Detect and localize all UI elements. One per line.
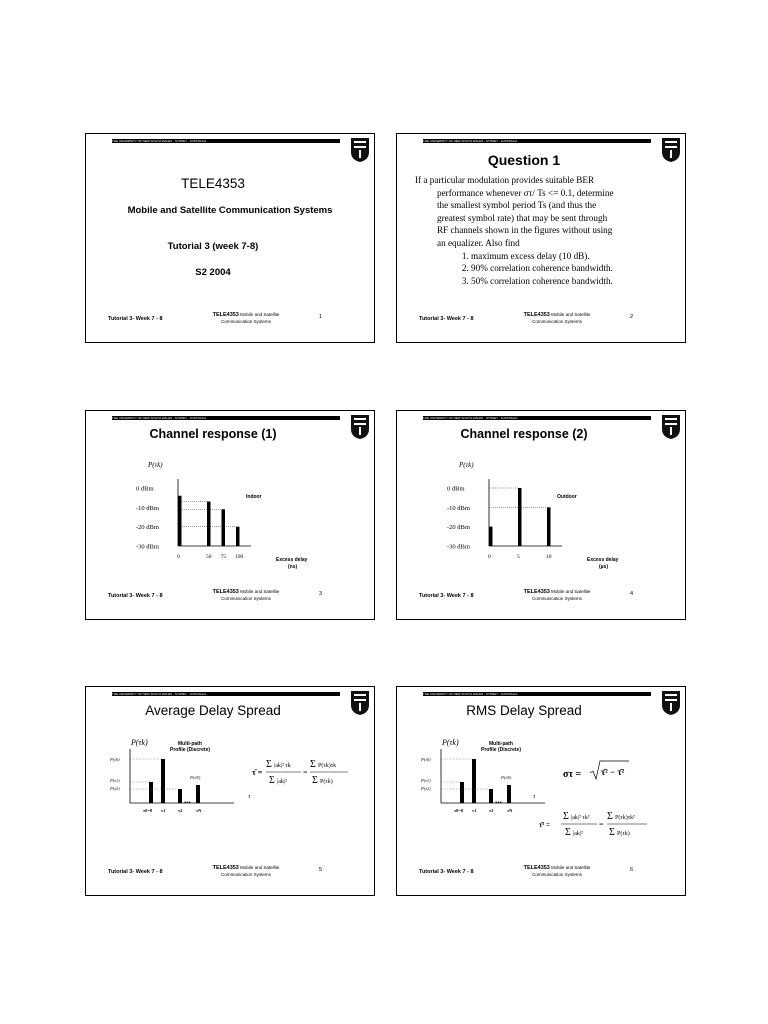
x-axis-unit: (ns): [288, 564, 298, 570]
slide-number: 4: [629, 591, 633, 597]
slide-5: [85, 686, 375, 896]
y-tick-label: -30 dBm: [447, 543, 470, 551]
x-tick: τ1: [161, 808, 166, 813]
path-bar: [472, 759, 476, 803]
bar: [518, 488, 522, 546]
sigma-rhs: τ̄² − τ̄²: [601, 767, 625, 777]
y-tick-label: 0 dBm: [136, 485, 154, 493]
power-label: P(τ1): [110, 778, 120, 783]
formula-sum: Σ: [312, 775, 318, 786]
power-label: P(τ2): [421, 786, 431, 791]
x-tick-label: 75: [220, 554, 226, 560]
y-tick-label: 0 dBm: [447, 485, 465, 493]
university-banner: THE UNIVERSITY OF NEW SOUTH WALES · SYDNEY · AUSTRALIA: [112, 416, 340, 420]
question-text: If a particular modulation provides suitable BER performance whenever στ/ Ts <= 0.1, determine the smallest symbol period Ts (and thus the greatest symbol rate) that may be sent through RF channels shown in the figures without using an equalizer. Also find 1. maximum excess delay (10 dB). 2. 90% correlation coherence bandwidth. 3. 50% correlation coherence bandwidth.: [415, 174, 651, 287]
unsw-crest-icon: [661, 690, 681, 716]
bar: [236, 527, 240, 546]
slide-title: Channel response (1): [149, 427, 277, 441]
footer-center: TELE4353 Mobile and Satellite Communication Systems: [523, 865, 591, 877]
formula-numerator: P(τk)τk²: [615, 815, 635, 821]
path-bar: [196, 785, 200, 803]
channel-response-1-chart: [86, 451, 375, 601]
slide-number: 3: [318, 591, 322, 597]
footer-center: TELE4353 Mobile and Satellite Communication Systems: [212, 865, 280, 877]
path-bar: [149, 782, 153, 803]
question-item: 1. maximum excess delay (10 dB).: [471, 250, 651, 263]
x-axis-label: Excess delay: [276, 557, 308, 563]
y-axis-label: P(τk): [131, 738, 148, 747]
x-tick-label: 50: [206, 554, 212, 560]
slide-footer: [86, 865, 374, 885]
path-bar: [460, 782, 464, 803]
slide-title: Channel response (2): [460, 427, 588, 441]
question-item: 2. 90% correlation coherence bandwidth.: [471, 262, 651, 275]
slide-number: 1: [318, 314, 322, 320]
chart-annotation: Indoor: [246, 494, 262, 500]
power-label: P(τ2): [110, 786, 120, 791]
power-label: P(τ0): [421, 757, 431, 762]
unsw-crest-icon: [350, 690, 370, 716]
y-tick-label: -20 dBm: [136, 524, 159, 532]
footer-left: Tutorial 3- Week 7 - 8: [419, 316, 474, 322]
x-tick: τ0=0: [143, 808, 153, 813]
footer-center: TELE4353 Mobile and Satellite Communication Systems: [212, 312, 280, 324]
y-axis-label: P(τk): [148, 461, 163, 469]
x-axis-symbol: τ: [533, 794, 536, 800]
tutorial-label: Tutorial 3 (week 7-8): [167, 241, 259, 252]
bar: [489, 527, 493, 546]
slide-number: 5: [318, 867, 322, 873]
formula-lhs: τ̄ =: [252, 768, 263, 777]
y-tick-label: -10 dBm: [136, 504, 159, 512]
slide-2: [396, 133, 686, 343]
university-banner: THE UNIVERSITY OF NEW SOUTH WALES · SYDNEY · AUSTRALIA: [423, 416, 651, 420]
formula-eq: =: [599, 820, 604, 829]
slide-footer: [397, 865, 685, 885]
formula-sum: Σ: [609, 827, 615, 838]
bar: [207, 502, 211, 546]
sigma-lhs: στ =: [563, 769, 582, 780]
slide-footer: [86, 312, 374, 332]
x-tick-label: 100: [235, 554, 244, 560]
footer-left: Tutorial 3- Week 7 - 8: [419, 593, 474, 599]
slide-4: [396, 410, 686, 620]
channel-response-2-chart: [397, 451, 686, 601]
formula-denominator: |ak|²: [573, 831, 583, 837]
slide-1: [85, 133, 375, 343]
course-code-title: TELE4353: [181, 176, 245, 191]
slide-6: [396, 686, 686, 896]
y-tick-label: -30 dBm: [136, 543, 159, 551]
formula-sum: Σ: [269, 775, 275, 786]
power-label: P(τ1): [421, 778, 431, 783]
university-banner: THE UNIVERSITY OF NEW SOUTH WALES · SYDNEY · AUSTRALIA: [423, 692, 651, 696]
bar: [222, 509, 226, 546]
x-tick-label: 10: [546, 554, 552, 560]
x-tick: τN: [507, 808, 513, 813]
unsw-crest-icon: [661, 414, 681, 440]
y-axis-label: P(τk): [442, 738, 459, 747]
footer-left: Tutorial 3- Week 7 - 8: [108, 593, 163, 599]
y-tick-label: -20 dBm: [447, 524, 470, 532]
x-axis-unit: (µs): [599, 564, 608, 570]
power-label: P(τN): [501, 775, 512, 780]
formula-numerator: P(τk)τk: [318, 763, 337, 769]
unsw-crest-icon: [350, 137, 370, 163]
slide-number: 2: [629, 314, 633, 320]
slide-title: RMS Delay Spread: [466, 703, 582, 718]
university-banner: THE UNIVERSITY OF NEW SOUTH WALES · SYDNEY · AUSTRALIA: [423, 139, 651, 143]
x-tick-label: 0: [177, 554, 180, 560]
chart-annotation: Outdoor: [557, 494, 577, 500]
bar: [178, 496, 182, 546]
profile-label: Multi-path: [178, 741, 202, 747]
formula-sum: Σ: [310, 759, 316, 770]
formula-denominator: |ak|²: [277, 779, 287, 785]
formula-eq: =: [303, 768, 308, 777]
x-tick: τ0=0: [454, 808, 464, 813]
profile-label: Profile (Discrete): [481, 747, 522, 753]
unsw-crest-icon: [661, 137, 681, 163]
course-name: Mobile and Satellite Communication Systems: [127, 205, 333, 216]
slide-3: [85, 410, 375, 620]
footer-center: TELE4353 Mobile and Satellite Communication Systems: [523, 312, 591, 324]
formula-lhs: τ̄² =: [539, 821, 551, 829]
slide-footer: [397, 312, 685, 332]
bar: [547, 507, 551, 546]
ellipsis: ...: [184, 795, 191, 805]
footer-center: TELE4353 Mobile and Satellite Communication Systems: [523, 589, 591, 601]
x-tick-label: 0: [488, 554, 491, 560]
university-banner: THE UNIVERSITY OF NEW SOUTH WALES · SYDNEY · AUSTRALIA: [112, 139, 340, 143]
profile-label: Multi-path: [489, 741, 513, 747]
multipath-profile-diagram: [86, 727, 375, 867]
formula-numerator: |ak|² τk²: [571, 815, 590, 821]
x-tick: τN: [196, 808, 202, 813]
formula-numerator: |ak|² τk: [274, 763, 291, 769]
formula-sum: Σ: [266, 759, 272, 770]
power-label: P(τN): [190, 775, 201, 780]
slide-title: Average Delay Spread: [145, 703, 281, 718]
footer-left: Tutorial 3- Week 7 - 8: [108, 316, 163, 322]
profile-label: Profile (Discrete): [170, 747, 211, 753]
university-banner: THE UNIVERSITY OF NEW SOUTH WALES · SYDNEY · AUSTRALIA: [112, 692, 340, 696]
ellipsis: ...: [495, 795, 502, 805]
footer-left: Tutorial 3- Week 7 - 8: [419, 869, 474, 875]
question-item: 3. 50% correlation coherence bandwidth.: [471, 275, 651, 288]
formula-denominator: P(τk): [320, 779, 333, 785]
x-tick: τ2: [489, 808, 494, 813]
x-tick: τ1: [472, 808, 477, 813]
unsw-crest-icon: [350, 414, 370, 440]
semester-label: S2 2004: [195, 267, 231, 278]
question-items: [415, 250, 651, 288]
x-axis-symbol: τ: [248, 794, 251, 800]
formula-sum: Σ: [563, 811, 569, 822]
multipath-profile-diagram: [397, 727, 686, 867]
footer-left: Tutorial 3- Week 7 - 8: [108, 869, 163, 875]
slide-footer: [86, 589, 374, 609]
path-bar: [489, 789, 493, 803]
y-tick-label: -10 dBm: [447, 504, 470, 512]
formula-denominator: P(τk): [617, 831, 630, 837]
y-axis-label: P(τk): [459, 461, 474, 469]
power-label: P(τ0): [110, 757, 120, 762]
formula-sum: Σ: [565, 827, 571, 838]
x-tick: τ2: [178, 808, 183, 813]
formula-sum: Σ: [607, 811, 613, 822]
x-axis-label: Excess delay: [587, 557, 619, 563]
path-bar: [161, 759, 165, 803]
x-tick-label: 5: [517, 554, 520, 560]
slide-title: Question 1: [487, 152, 561, 168]
path-bar: [507, 785, 511, 803]
path-bar: [178, 789, 182, 803]
slide-footer: [397, 589, 685, 609]
footer-center: TELE4353 Mobile and Satellite Communication Systems: [212, 589, 280, 601]
slide-number: 6: [629, 867, 633, 873]
